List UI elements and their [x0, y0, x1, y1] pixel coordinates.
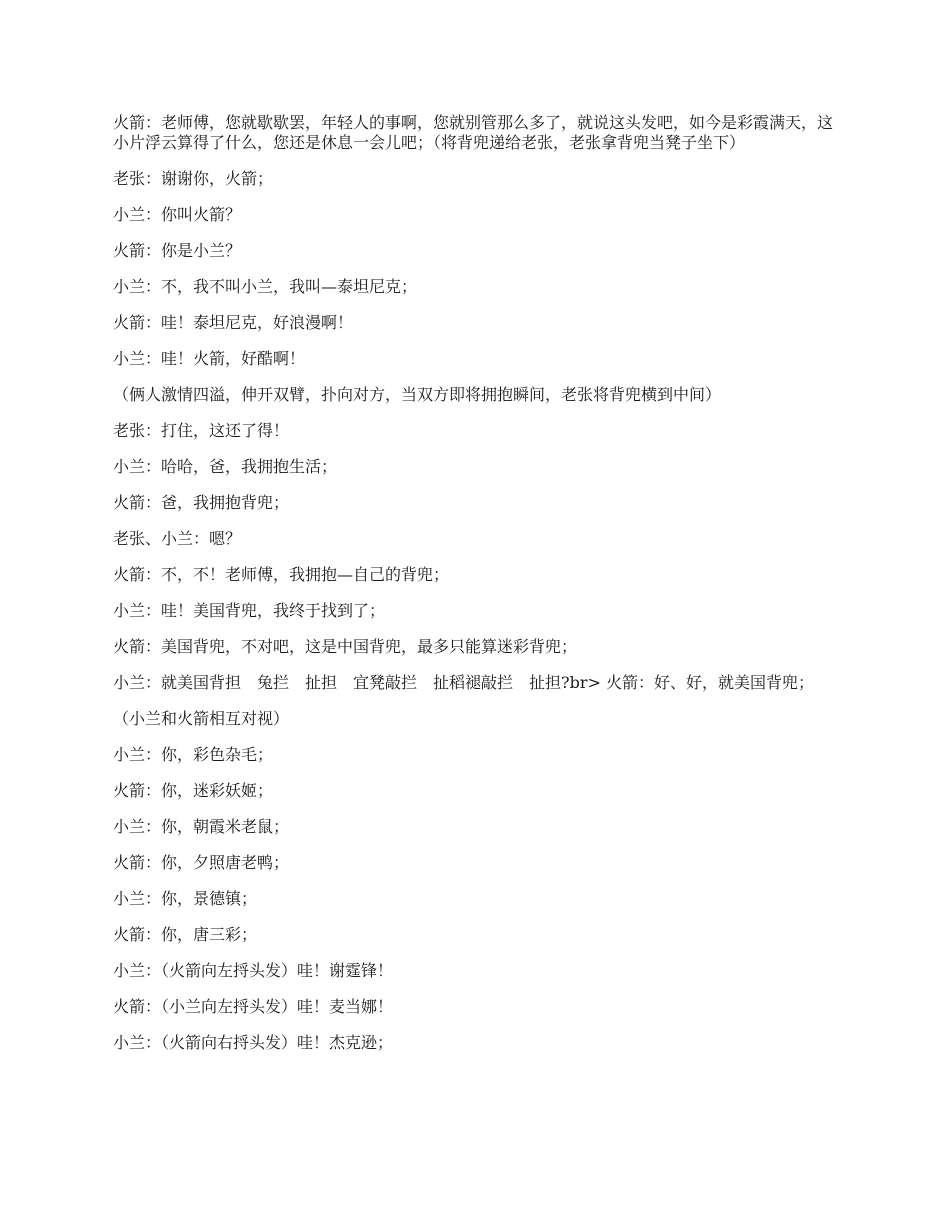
paragraph-6: 火箭：哇！泰坦尼克，好浪漫啊！: [113, 313, 354, 332]
paragraph-2: 老张：谢谢你，火箭；: [113, 169, 274, 188]
paragraph-12: 老张、小兰：嗯？: [113, 529, 242, 548]
paragraph-18: 小兰：你，彩色杂毛；: [113, 745, 274, 764]
paragraph-19: 火箭：你，迷彩妖姬；: [113, 781, 274, 800]
paragraph-23: 火箭：你，唐三彩；: [113, 925, 258, 944]
paragraph-11: 火箭：爸，我拥抱背兜；: [113, 493, 290, 512]
paragraph-17: （小兰和火箭相互对视）: [113, 709, 290, 728]
paragraph-1: 火箭：老师傅，您就歇歇罢，年轻人的事啊，您就别管那么多了，就说这头发吧，如今是彩霞满天，这小片浮云算得了什么，您还是休息一会儿吧；（将背兜递给老张，老张拿背兜当凳子坐下）: [113, 113, 834, 152]
paragraph-15: 火箭：美国背兜，不对吧，这是中国背兜，最多只能算迷彩背兜；: [113, 637, 578, 656]
paragraph-24: 小兰：（火箭向左捋头发）哇！谢霆锋！: [113, 961, 394, 980]
paragraph-7: 小兰：哇！火箭，好酷啊！: [113, 349, 306, 368]
paragraph-3: 小兰：你叫火箭？: [113, 205, 242, 224]
paragraph-26: 小兰：（火箭向右捋头发）哇！杰克逊；: [113, 1033, 394, 1052]
paragraph-8: （俩人激情四溢，伸开双臂，扑向对方，当双方即将拥抱瞬间，老张将背兜横到中间）: [113, 385, 722, 404]
paragraph-9: 老张：打住，这还了得！: [113, 421, 290, 440]
paragraph-20: 小兰：你，朝霞米老鼠；: [113, 817, 290, 836]
paragraph-4: 火箭：你是小兰？: [113, 241, 242, 260]
paragraph-13: 火箭：不，不！老师傅，我拥抱—自己的背兜；: [113, 565, 450, 584]
paragraph-21: 火箭：你，夕照唐老鸭；: [113, 853, 290, 872]
paragraph-5: 小兰：不，我不叫小兰，我叫—泰坦尼克；: [113, 277, 418, 296]
paragraph-16: 小兰：就美国背担 兔拦 扯担 宜凳敲拦 扯稻褪敲拦 扯担?br> 火箭：好、好，就美国背兜；: [113, 673, 814, 692]
paragraph-22: 小兰：你，景德镇；: [113, 889, 258, 908]
document-body: [113, 113, 843, 1069]
paragraph-25: 火箭：（小兰向左捋头发）哇！麦当娜！: [113, 997, 394, 1016]
paragraph-14: 小兰：哇！美国背兜，我终于找到了；: [113, 601, 386, 620]
paragraph-10: 小兰：哈哈，爸，我拥抱生活；: [113, 457, 338, 476]
